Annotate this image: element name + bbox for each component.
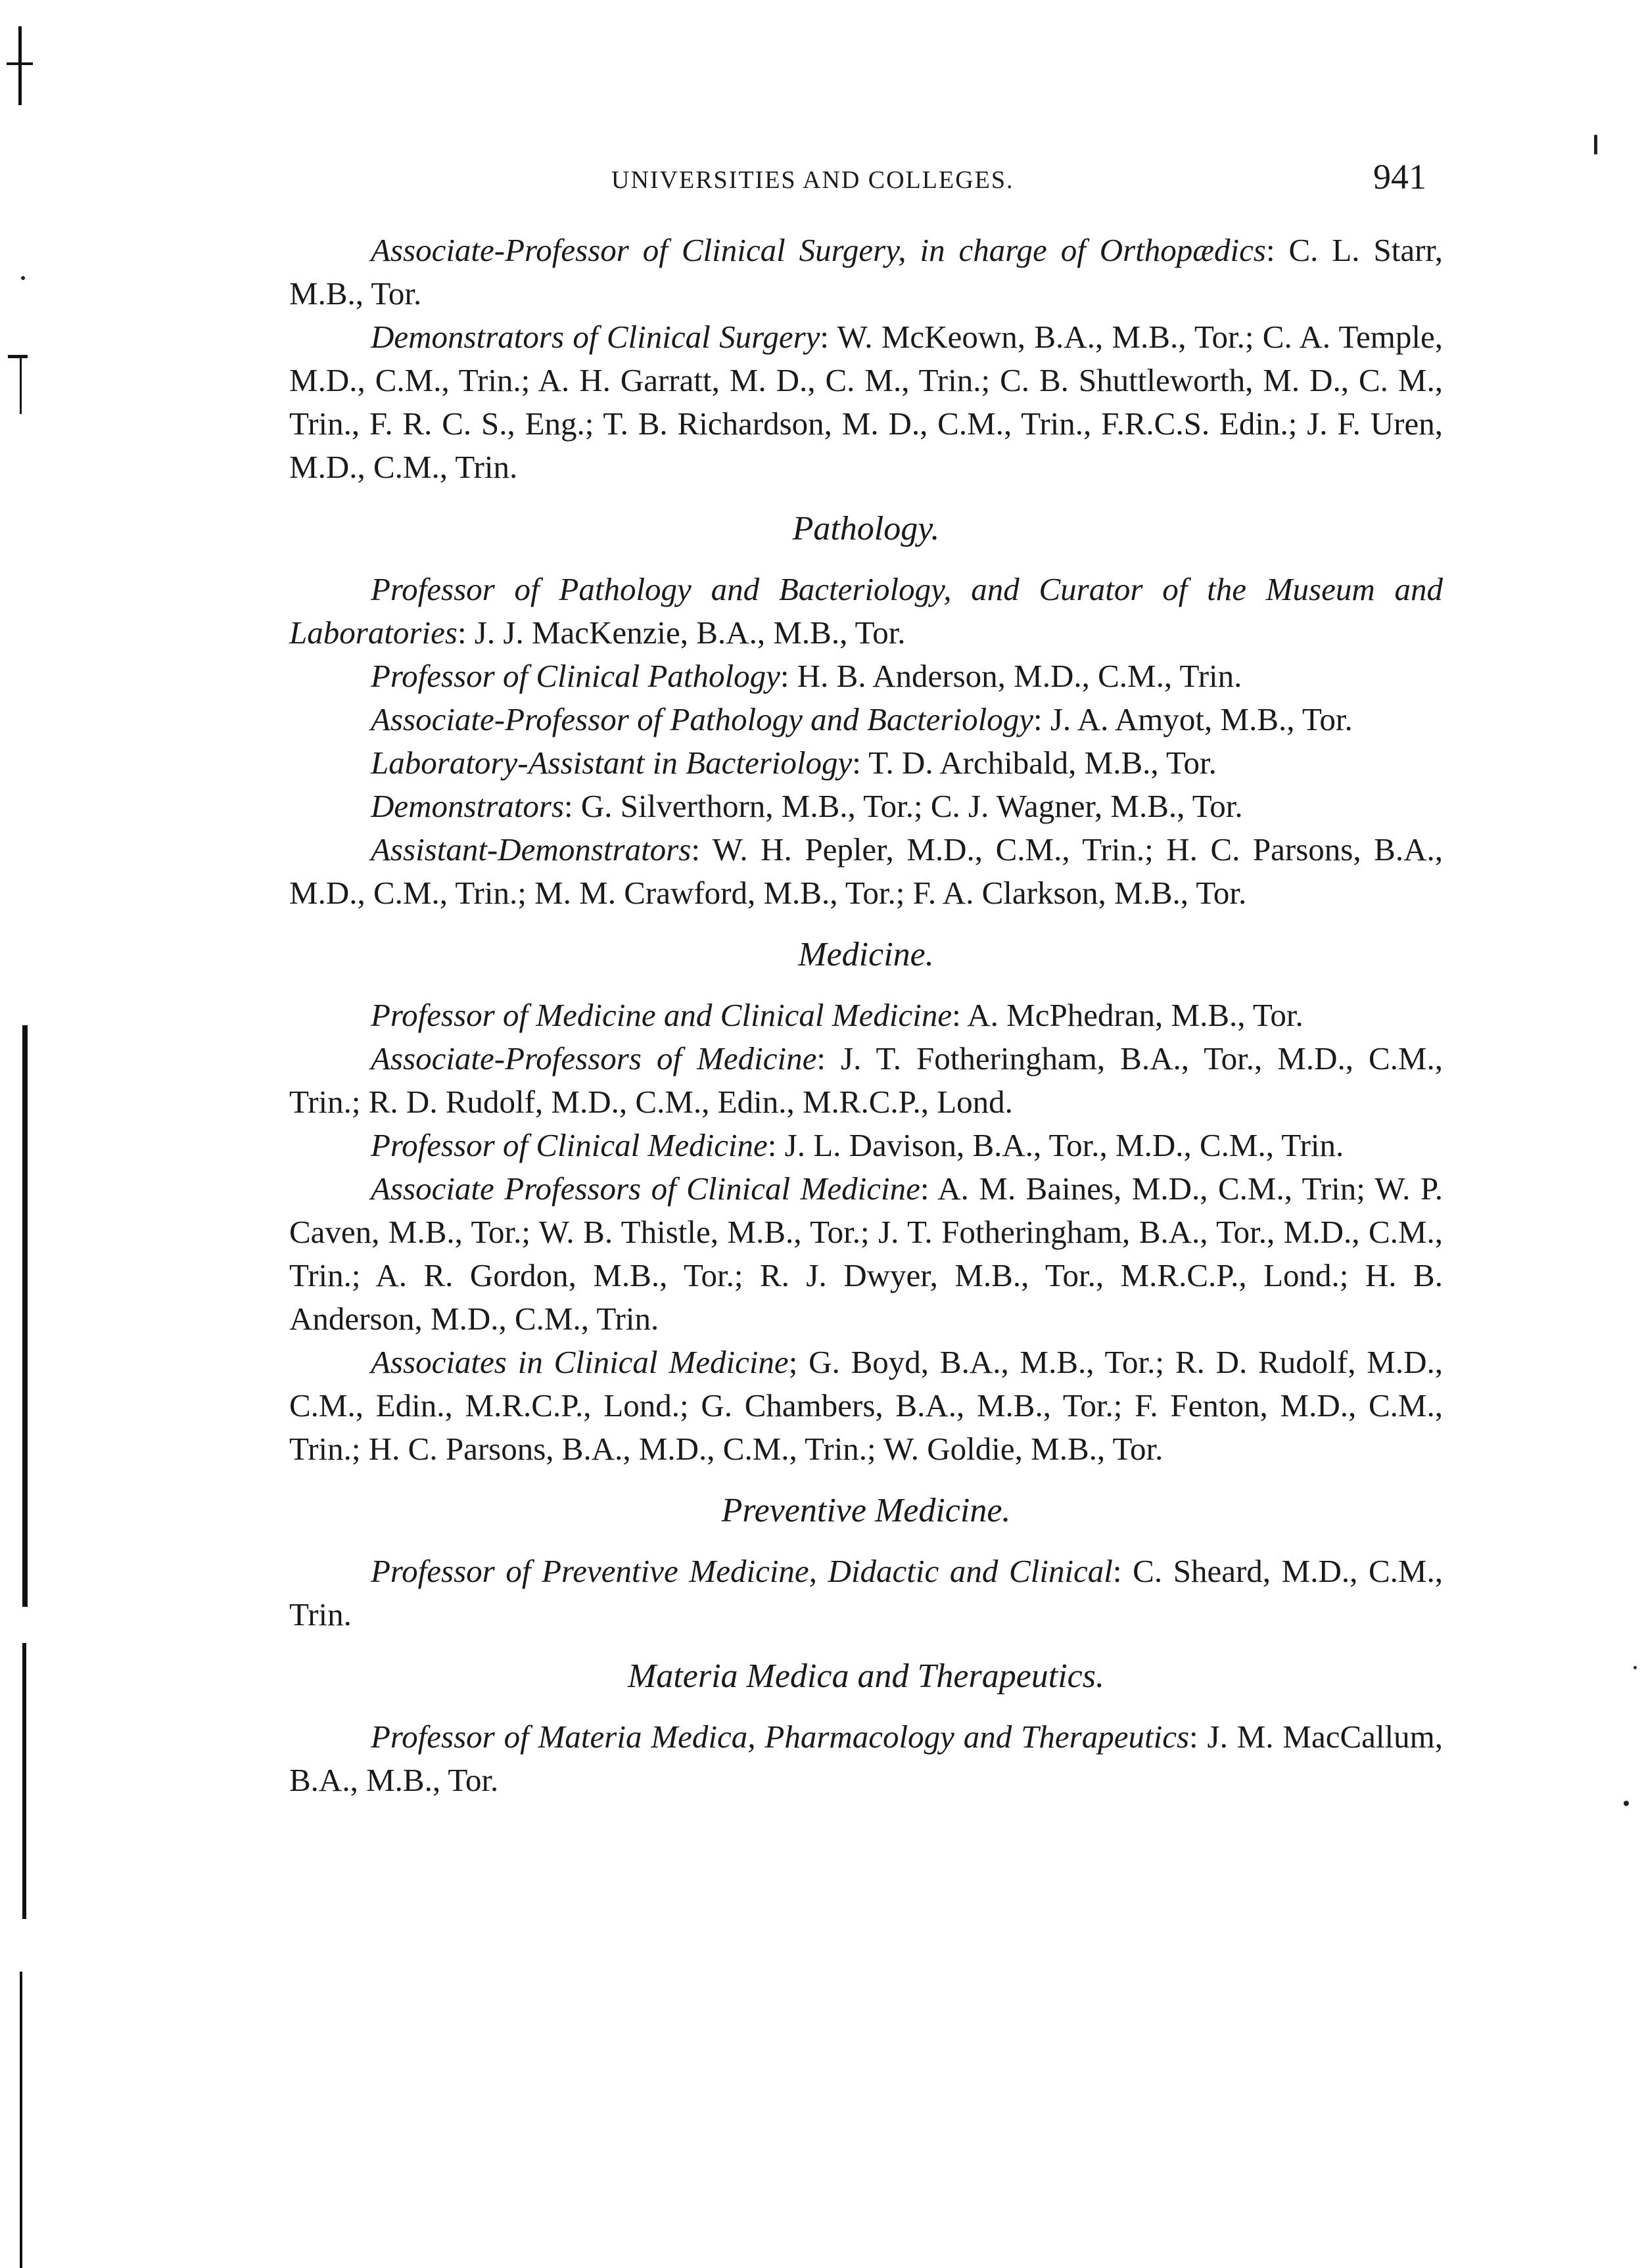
entry-names: : T. D. Archibald, M.B., Tor. bbox=[852, 745, 1217, 781]
entry bbox=[289, 1167, 1443, 1341]
entry-role: Demonstrators bbox=[371, 788, 565, 824]
entry-role: Associates in Clinical Medicine bbox=[371, 1344, 789, 1380]
entry-names: : W. McKeown, B.A., M.B., Tor.; C. A. Temple, M.D., C.M., Trin.; A. H. Garratt, M. D., C. M., Trin.; C. B. Shuttleworth, M. D., C. M., Trin., F. R. C. S., Eng.; T. B. Richardson, M. D., C.M., Trin., F.R.C.S. Edin.; J. F. Uren, M.D., C.M., Trin. bbox=[289, 319, 1443, 485]
entry-names: : C. L. Starr, M.B., Tor. bbox=[289, 232, 1444, 312]
scan-speck bbox=[21, 276, 25, 280]
section-preventive-medicine bbox=[289, 1489, 1443, 1636]
entry bbox=[289, 785, 1443, 828]
section-heading: Materia Medica and Therapeutics. bbox=[628, 1657, 1104, 1695]
section-materia-medica bbox=[289, 1655, 1443, 1802]
section-surgery-continued bbox=[289, 229, 1443, 489]
entry bbox=[289, 1715, 1443, 1802]
entry bbox=[289, 229, 1443, 315]
entry-names: : G. Silverthorn, M.B., Tor.; C. J. Wagner, M.B., Tor. bbox=[564, 788, 1243, 824]
page-number: 941 bbox=[1373, 157, 1426, 197]
entry bbox=[289, 741, 1443, 785]
entry-names: : C. Sheard, M.D., C.M., Trin. bbox=[289, 1553, 1443, 1632]
entry-role: Professor of Materia Medica, Pharmacology and Therapeutics bbox=[371, 1719, 1190, 1755]
entry-role: Laboratory-Assistant in Bacteriology bbox=[371, 745, 853, 781]
entry-names: : J. J. MacKenzie, B.A., M.B., Tor. bbox=[457, 614, 906, 651]
entry-names: : J. A. Amyot, M.B., Tor. bbox=[1033, 701, 1353, 737]
entry bbox=[289, 1124, 1443, 1167]
scan-margin-mark bbox=[22, 1643, 26, 1919]
entry-role: Professor of Medicine and Clinical Medicine bbox=[371, 997, 952, 1033]
entry-role: Associate Professors of Clinical Medicine bbox=[371, 1170, 920, 1207]
scan-margin-mark bbox=[8, 355, 28, 358]
entry-names: : A. McPhedran, M.B., Tor. bbox=[952, 997, 1303, 1033]
entry-names: : A. M. Baines, M.D., C.M., Trin; W. P. Caven, M.B., Tor.; W. B. Thistle, M.B., Tor.; J. T. Fotheringham, B.A., Tor., M.D., C.M., Trin.; A. R. Gordon, M.B., Tor.; R. J. Dwyer, M.B., Tor., M.R.C.P., Lond.; H. B. Anderson, M.D., C.M., Trin. bbox=[289, 1170, 1443, 1337]
running-title: UNIVERSITIES AND COLLEGES. bbox=[611, 166, 1014, 194]
entry-role: Associate-Professors of Medicine bbox=[371, 1040, 817, 1076]
entry-role: Demonstrators of Clinical Surgery bbox=[371, 319, 820, 355]
scan-margin-mark bbox=[20, 1972, 22, 2268]
section-heading: Pathology. bbox=[792, 510, 940, 547]
entry bbox=[289, 828, 1443, 915]
page-header bbox=[611, 156, 1426, 202]
scan-speck bbox=[1624, 1801, 1629, 1806]
entry bbox=[289, 698, 1443, 741]
entry bbox=[289, 1341, 1443, 1471]
entry bbox=[289, 315, 1443, 489]
scan-speck bbox=[1633, 1666, 1637, 1669]
entry-role: Professor of Pathology and Bacteriology, and Curator of the Museum and Laboratories bbox=[289, 571, 1443, 651]
section-pathology bbox=[289, 507, 1443, 915]
entry bbox=[289, 1550, 1443, 1636]
entry-role: Associate-Professor of Pathology and Bacteriology bbox=[371, 701, 1033, 737]
entry bbox=[289, 655, 1443, 698]
page-body bbox=[289, 229, 1443, 1802]
entry-role: Professor of Preventive Medicine, Didactic and Clinical bbox=[371, 1553, 1113, 1589]
scan-margin-mark bbox=[20, 355, 22, 414]
scan-speck bbox=[1594, 135, 1597, 154]
entry bbox=[289, 994, 1443, 1037]
section-medicine bbox=[289, 933, 1443, 1471]
entry-names: : J. L. Davison, B.A., Tor., M.D., C.M., Trin. bbox=[767, 1127, 1344, 1163]
entry-role: Associate-Professor of Clinical Surgery, in charge of Orthopædics bbox=[371, 232, 1266, 268]
scan-margin-mark bbox=[18, 26, 22, 105]
entry-names: : W. H. Pepler, M.D., C.M., Trin.; H. C. Parsons, B.A., M.D., C.M., Trin.; M. M. Crawford, M.B., Tor.; F. A. Clarkson, M.B., Tor. bbox=[289, 831, 1443, 911]
section-heading: Medicine. bbox=[798, 936, 934, 973]
entry-role: Professor of Clinical Pathology bbox=[371, 658, 780, 694]
scan-margin-mark bbox=[22, 1025, 28, 1607]
entry-role: Professor of Clinical Medicine bbox=[371, 1127, 768, 1163]
entry-names: ; G. Boyd, B.A., M.B., Tor.; R. D. Rudolf, M.D., C.M., Edin., M.R.C.P., Lond.; G. Chambers, B.A., M.B., Tor.; F. Fenton, M.D., C.M., Trin.; H. C. Parsons, B.A., M.D., C.M., Trin.; W. Goldie, M.B., Tor. bbox=[289, 1344, 1444, 1467]
entry-names: : J. T. Fotheringham, B.A., Tor., M.D., C.M., Trin.; R. D. Rudolf, M.D., C.M., Edin., M.R.C.P., Lond. bbox=[289, 1040, 1443, 1120]
entry-names: : J. M. MacCallum, B.A., M.B., Tor. bbox=[289, 1719, 1444, 1798]
entry bbox=[289, 1037, 1443, 1124]
section-heading: Preventive Medicine. bbox=[721, 1492, 1011, 1529]
scan-margin-mark bbox=[7, 62, 33, 65]
entry-names: : H. B. Anderson, M.D., C.M., Trin. bbox=[780, 658, 1242, 694]
entry bbox=[289, 568, 1443, 655]
entry-role: Assistant-Demonstrators bbox=[371, 831, 692, 868]
